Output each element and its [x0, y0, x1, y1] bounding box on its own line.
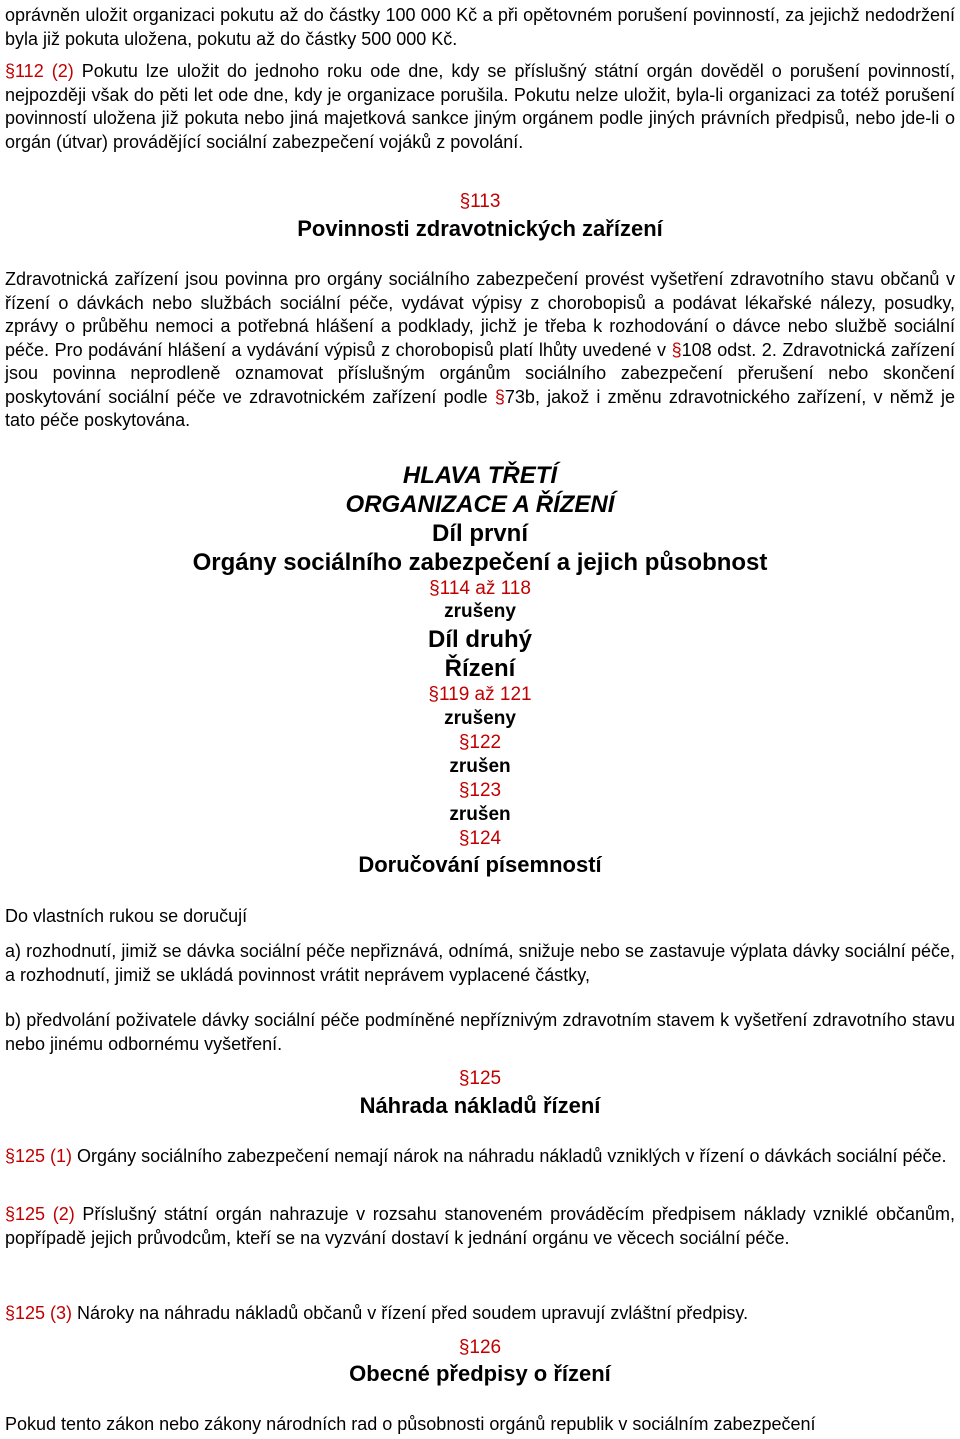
section-number-123: §123	[458, 780, 502, 801]
part-subheading: ORGANIZACE A ŘÍZENÍ	[345, 491, 615, 518]
section-number-113: §113	[459, 191, 501, 212]
section-number-126: §126	[458, 1337, 502, 1358]
paragraph-124-intro: Do vlastních rukou se doručují	[5, 906, 248, 926]
paragraph-113: Zdravotnická zařízení jsou povinna pro orgány sociálního zabezpečení provést vyšetření zdravotního stavu občanů v řízení o dávkách nebo službách sociální péče, vydávat výpisy z chorobopisů a podávat lékařské nálezy, posudky, zprávy o průběhu nemoci a potřebná hlášení a podklady, jichž je třeba k rozhodování o dávce nebo službě sociální péče. Pro podávání hlášení a vydávání výpisů z chorobopisů platí lhůty uvedené v §108 odst. 2. Zdravotnická zařízení jsou povinna neprodleně oznamovat příslušným orgánům sociálního zabezpečení přerušení nebo skončení poskytování sociální péče ve zdravotnickém zařízení podle §73b, jakož i změnu zdravotnického zařízení, v němž je tato péče poskytována.	[5, 269, 955, 430]
paragraph-124-a: a) rozhodnutí, jimiž se dávka sociální péče nepřiznává, odnímá, snižuje nebo se zastavuje výplata dávky sociální péče, a rozhodnutí, jimiž se ukládá povinnost vrátit neprávem vyplacené částky,	[5, 941, 955, 985]
division-1-title: Orgány sociálního zabezpečení a jejich působnost	[192, 549, 768, 576]
section-number-122: §122	[458, 732, 502, 753]
repealed-label: zrušeny	[444, 601, 516, 622]
division-1-heading: Díl první	[431, 520, 528, 547]
section-number-125: §125	[458, 1068, 502, 1089]
section-title-126: Obecné předpisy o řízení	[349, 1361, 611, 1386]
repealed-label: zrušen	[449, 804, 511, 825]
repealed-label: zrušeny	[444, 708, 516, 729]
paragraph-112-2: §112 (2) Pokutu lze uložit do jednoho roku ode dne, kdy se příslušný státní orgán dověděl o porušení povinností, nejpozději však do pěti let ode dne, kdy je organizace porušila. Pokutu nelze uložit, byla-li organizaci za totéž porušení povinností uložena již pokuta nebo jiná majetková sankce jiným orgánem podle jiných právních předpisů, nebo jde-li o orgán (útvar) provádějící sociální zabezpečení vojáků z povolání.	[5, 61, 955, 152]
section-title-125: Náhrada nákladů řízení	[359, 1093, 601, 1118]
section-title-124: Doručování písemností	[358, 852, 602, 877]
section-number-119: §119 až 121	[428, 684, 532, 705]
division-2-heading: Díl druhý	[427, 626, 532, 653]
paragraph-125-1: §125 (1) Orgány sociálního zabezpečení nemají nárok na náhradu nákladů vzniklých v řízení o dávkách sociální péče.	[5, 1146, 947, 1166]
section-number-114: §114 až 118	[429, 578, 531, 599]
part-heading: HLAVA TŘETÍ	[402, 462, 558, 489]
division-2-title: Řízení	[444, 655, 516, 682]
section-number-124: §124	[458, 828, 502, 849]
paragraph-fine-amount: oprávněn uložit organizaci pokutu až do částky 100 000 Kč a při opětovném porušení povinností, za jejichž nedodržení byla již pokuta uložena, pokutu až do částky 500 000 Kč.	[5, 5, 955, 49]
section-title-113: Povinnosti zdravotnických zařízení	[297, 216, 663, 241]
paragraph-125-2: §125 (2) Příslušný státní orgán nahrazuje v rozsahu stanoveném prováděcím předpisem náklady vzniklé občanům, popřípadě jejich průvodcům, kteří se na vyzvání dostaví k jednání orgánu ve věcech sociální péče.	[5, 1204, 955, 1248]
section-ref: §112 (2)	[5, 61, 74, 81]
paragraph-124-b: b) předvolání poživatele dávky sociální péče podmíněné nepříznivým zdravotním stavem k vyšetření zdravotního stavu nebo jinému odbornému vyšetření.	[5, 1010, 955, 1054]
repealed-label: zrušen	[449, 756, 511, 777]
paragraph-126: Pokud tento zákon nebo zákony národních rad o působnosti orgánů republik v sociálním zabezpečení	[5, 1414, 816, 1434]
paragraph-125-3: §125 (3) Nároky na náhradu nákladů občanů v řízení před soudem upravují zvláštní předpisy.	[5, 1303, 749, 1323]
